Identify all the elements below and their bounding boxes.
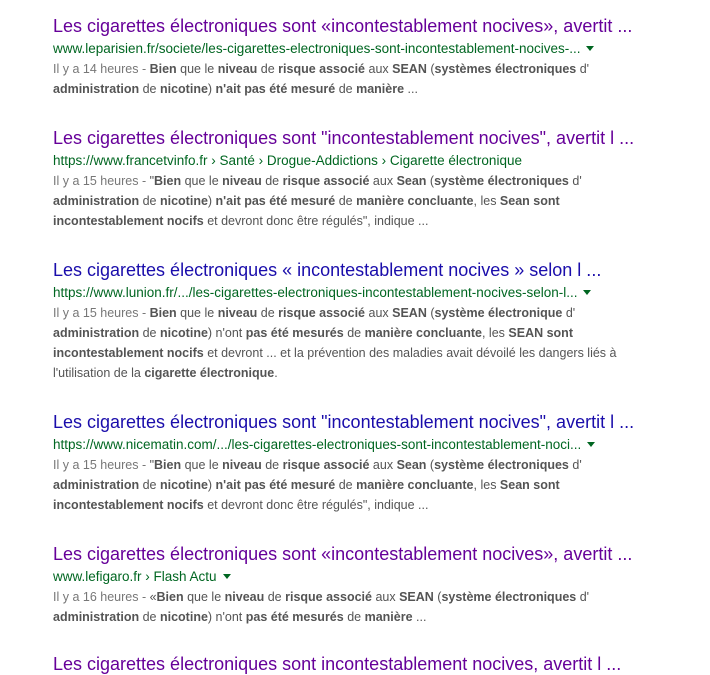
result-snippet <box>53 455 698 515</box>
snippet-highlight: risque associé <box>282 174 370 188</box>
snippet-line <box>53 498 428 512</box>
snippet-text: d' <box>568 174 582 188</box>
snippet-highlight: nicotine <box>159 326 208 340</box>
snippet-line <box>53 346 616 360</box>
snippet-line <box>53 214 428 228</box>
snippet-text: de <box>257 306 279 320</box>
dropdown-arrow-icon[interactable] <box>586 46 594 51</box>
snippet-text: aux <box>365 306 393 320</box>
result-url-line <box>53 568 698 586</box>
snippet-text: ) <box>207 82 216 96</box>
snippet-line <box>150 174 582 188</box>
result-snippet <box>53 59 698 99</box>
snippet-text: que le <box>176 306 218 320</box>
snippet-text: d' <box>568 458 582 472</box>
snippet-text: de <box>139 478 160 492</box>
snippet-text: de <box>139 82 160 96</box>
snippet-line <box>150 62 589 76</box>
snippet-highlight: pas été mesurés <box>245 326 344 340</box>
snippet-highlight: administration <box>53 478 140 492</box>
result-title-link[interactable]: Les cigarettes électroniques « incontestablement nocives » selon l ... <box>53 260 602 280</box>
snippet-line <box>150 590 589 604</box>
snippet-highlight: Bien <box>154 458 182 472</box>
result-title-link[interactable]: Les cigarettes électroniques sont «incontestablement nocives», avertit ... <box>53 544 633 564</box>
snippet-highlight: système électronique <box>434 306 563 320</box>
snippet-text: , les <box>481 326 509 340</box>
snippet-text: de <box>335 478 357 492</box>
snippet-line <box>150 458 582 472</box>
snippet-highlight: niveau <box>224 590 265 604</box>
result-title-link[interactable]: Les cigarettes électroniques sont "incontestablement nocives", avertit l ... <box>53 412 635 432</box>
snippet-highlight: système électroniques <box>441 590 577 604</box>
dropdown-arrow-icon[interactable] <box>223 574 231 579</box>
result-snippet <box>53 303 698 383</box>
snippet-text: aux <box>371 590 400 604</box>
snippet-line <box>53 194 560 208</box>
snippet-highlight: manière concluante <box>356 194 474 208</box>
result-url: www.lefigaro.fr › Flash Actu <box>53 569 217 584</box>
result-url: www.leparisien.fr/societe/les-cigarettes-electroniques-sont-incontestablement-nocives-... <box>53 41 581 56</box>
snippet-highlight: n'ait pas été mesuré <box>215 194 336 208</box>
snippet-highlight: manière <box>356 82 405 96</box>
snippet-highlight: Bien <box>149 306 177 320</box>
snippet-highlight: administration <box>53 326 140 340</box>
snippet-text: . <box>274 366 278 380</box>
snippet-highlight: niveau <box>217 62 258 76</box>
snippet-text: aux <box>369 174 397 188</box>
snippet-highlight: système électroniques <box>434 458 569 472</box>
snippet-highlight: SEAN <box>392 62 427 76</box>
result-date: Il y a 15 heures - <box>53 174 150 188</box>
search-result <box>53 127 698 231</box>
result-url-line <box>53 152 698 170</box>
snippet-text: de <box>139 326 160 340</box>
snippet-line <box>53 366 278 380</box>
snippet-text: que le <box>183 590 225 604</box>
snippet-text: ) <box>207 478 216 492</box>
snippet-text: ( <box>426 306 435 320</box>
snippet-text: de <box>261 458 283 472</box>
snippet-highlight: pas été mesurés <box>245 610 344 624</box>
result-date: Il y a 14 heures - <box>53 62 150 76</box>
snippet-text: , les <box>473 478 500 492</box>
snippet-text: , les <box>473 194 500 208</box>
snippet-line <box>53 82 418 96</box>
result-snippet <box>53 171 698 231</box>
result-title-link[interactable]: Les cigarettes électroniques sont "incontestablement nocives", avertit l ... <box>53 128 635 148</box>
snippet-text: que le <box>181 174 223 188</box>
snippet-highlight: manière <box>364 610 413 624</box>
snippet-highlight: SEAN sont <box>508 326 573 340</box>
snippet-text: et devront donc être régulés", indique ... <box>203 498 429 512</box>
snippet-highlight: n'ait pas été mesuré <box>215 82 336 96</box>
snippet-text: d' <box>576 590 590 604</box>
snippet-text: que le <box>176 62 218 76</box>
dropdown-arrow-icon[interactable] <box>587 442 595 447</box>
result-url: https://www.lunion.fr/.../les-cigarettes-electroniques-incontestablement-nocives-selon-l... <box>53 285 578 300</box>
result-url-line <box>53 284 698 302</box>
search-result <box>53 411 698 515</box>
snippet-text: de <box>139 194 160 208</box>
snippet-text: ) <box>207 194 216 208</box>
snippet-text: ( <box>426 174 435 188</box>
snippet-text: que le <box>181 458 223 472</box>
snippet-text: de <box>261 174 283 188</box>
search-result <box>53 653 698 675</box>
snippet-highlight: système électroniques <box>434 174 569 188</box>
snippet-highlight: nicotine <box>159 82 208 96</box>
result-snippet <box>53 587 698 627</box>
search-result <box>53 543 698 627</box>
snippet-highlight: niveau <box>222 458 262 472</box>
search-result <box>53 15 698 99</box>
snippet-text: de <box>335 82 357 96</box>
snippet-text: de <box>257 62 279 76</box>
snippet-highlight: Sean <box>396 458 427 472</box>
snippet-highlight: Sean sont <box>499 478 560 492</box>
snippet-text: ( <box>433 590 442 604</box>
snippet-highlight: Bien <box>149 62 177 76</box>
snippet-text: de <box>343 326 365 340</box>
snippet-text: ... <box>404 82 418 96</box>
search-result <box>53 259 698 383</box>
snippet-highlight: risque associé <box>278 62 366 76</box>
snippet-text: ) n'ont <box>207 610 246 624</box>
snippet-highlight: administration <box>53 194 140 208</box>
snippet-highlight: incontestablement nocifs <box>53 498 204 512</box>
result-url-line <box>53 40 698 58</box>
snippet-text: ( <box>426 62 435 76</box>
snippet-highlight: incontestablement nocifs <box>53 346 204 360</box>
snippet-text: aux <box>365 62 393 76</box>
snippet-highlight: SEAN <box>392 306 427 320</box>
snippet-text: de <box>139 610 160 624</box>
snippet-highlight: cigarette électronique <box>144 366 275 380</box>
snippet-highlight: SEAN <box>399 590 434 604</box>
snippet-highlight: nicotine <box>159 194 208 208</box>
snippet-text: aux <box>369 458 397 472</box>
result-date: Il y a 16 heures - <box>53 590 150 604</box>
snippet-highlight: Bien <box>156 590 184 604</box>
snippet-text: " <box>149 174 155 188</box>
snippet-text: ... <box>412 610 427 624</box>
snippet-text: l'utilisation de la <box>53 366 145 380</box>
snippet-highlight: manière concluante <box>356 478 474 492</box>
snippet-text: d' <box>562 306 576 320</box>
snippet-text: de <box>335 194 357 208</box>
snippet-highlight: Sean <box>396 174 427 188</box>
snippet-text: « <box>149 590 157 604</box>
snippet-highlight: manière concluante <box>364 326 482 340</box>
result-url: https://www.francetvinfo.fr › Santé › Drogue-Addictions › Cigarette électronique <box>53 153 522 168</box>
snippet-text: et devront donc être régulés", indique ... <box>203 214 429 228</box>
snippet-highlight: nicotine <box>159 610 208 624</box>
snippet-line <box>150 306 576 320</box>
snippet-highlight: incontestablement nocifs <box>53 214 204 228</box>
snippet-highlight: niveau <box>222 174 262 188</box>
result-date: Il y a 15 heures - <box>53 458 150 472</box>
snippet-line <box>53 478 560 492</box>
snippet-highlight: risque associé <box>285 590 372 604</box>
snippet-highlight: risque associé <box>282 458 370 472</box>
result-title-link[interactable]: Les cigarettes électroniques sont incontestablement nocives, avertit l ... <box>53 654 622 674</box>
result-url-line <box>53 436 698 454</box>
snippet-highlight: niveau <box>217 306 258 320</box>
snippet-highlight: administration <box>53 82 140 96</box>
dropdown-arrow-icon[interactable] <box>583 290 591 295</box>
snippet-highlight: Bien <box>154 174 182 188</box>
snippet-highlight: administration <box>53 610 140 624</box>
snippet-text: et devront ... et la prévention des maladies avait dévoilé les dangers liés à <box>203 346 617 360</box>
snippet-highlight: systèmes électroniques <box>434 62 577 76</box>
snippet-highlight: Sean sont <box>499 194 560 208</box>
result-url: https://www.nicematin.com/.../les-cigarettes-electroniques-sont-incontestablement-noci... <box>53 437 582 452</box>
snippet-text: d' <box>576 62 590 76</box>
result-date: Il y a 15 heures - <box>53 306 150 320</box>
snippet-highlight: n'ait pas été mesuré <box>215 478 336 492</box>
snippet-text: ) n'ont <box>207 326 246 340</box>
snippet-text: " <box>149 458 155 472</box>
result-title-link[interactable]: Les cigarettes électroniques sont «incontestablement nocives», avertit ... <box>53 16 633 36</box>
snippet-highlight: nicotine <box>159 478 208 492</box>
snippet-text: de <box>264 590 286 604</box>
snippet-line <box>53 326 573 340</box>
snippet-highlight: risque associé <box>278 306 366 320</box>
snippet-text: ( <box>426 458 435 472</box>
snippet-text: de <box>343 610 365 624</box>
snippet-line <box>53 610 426 624</box>
